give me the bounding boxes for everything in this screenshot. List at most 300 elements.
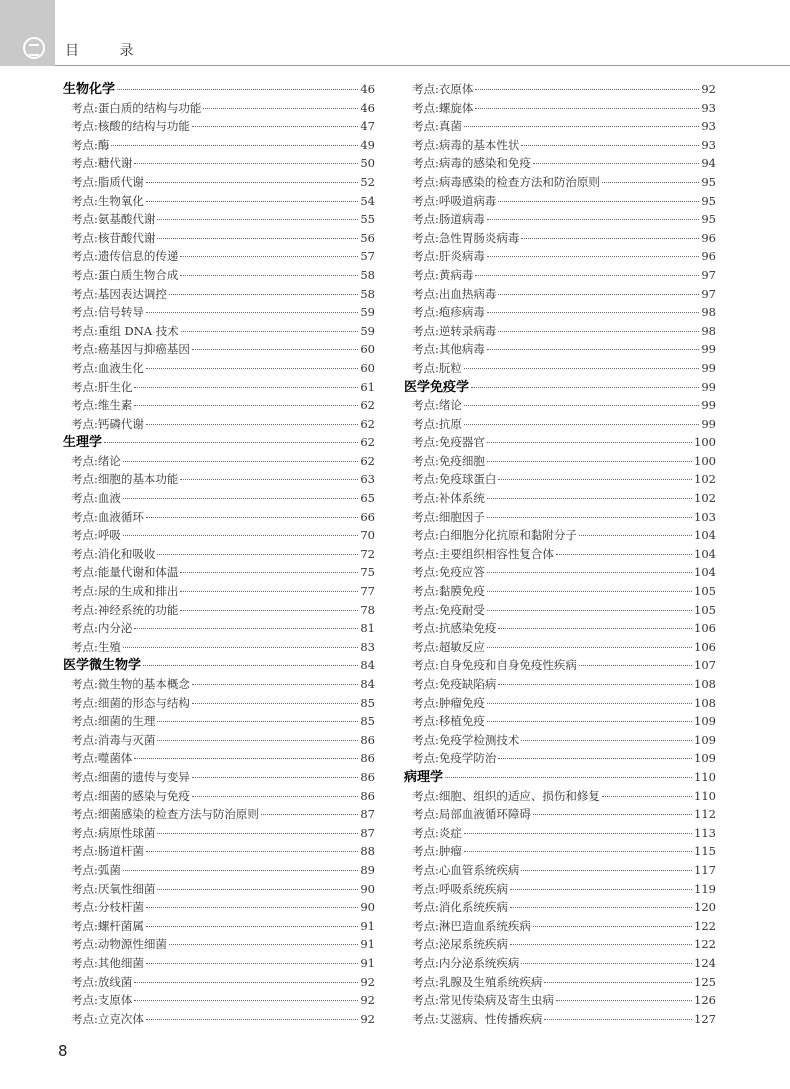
entry-title: 考点:厌氧性细菌 bbox=[71, 881, 156, 896]
entry-title: 考点:内分泌系统疾病 bbox=[412, 955, 520, 970]
page-ref: 83 bbox=[360, 639, 375, 654]
page-ref: 61 bbox=[360, 379, 375, 394]
section-title: 医学微生物学 bbox=[63, 658, 142, 674]
page-ref: 47 bbox=[360, 119, 375, 134]
page-ref: 108 bbox=[694, 677, 716, 691]
page-ref: 117 bbox=[694, 862, 716, 877]
dot-leader bbox=[521, 860, 692, 871]
entry-title: 考点:核苷酸代谢 bbox=[71, 230, 156, 245]
dot-leader bbox=[157, 879, 358, 890]
toc-entry[interactable] bbox=[404, 582, 716, 601]
dot-leader bbox=[602, 172, 699, 183]
entry-title: 考点:氨基酸代谢 bbox=[71, 212, 156, 227]
toc-entry[interactable] bbox=[63, 136, 375, 155]
page-ref: 98 bbox=[701, 323, 716, 338]
entry-title: 考点:免疫器官 bbox=[412, 435, 485, 450]
toc-entry[interactable] bbox=[404, 508, 716, 527]
page-ref: 115 bbox=[694, 844, 716, 859]
entry-title: 考点:维生素 bbox=[71, 398, 133, 413]
entry-title: 考点:呼吸系统疾病 bbox=[412, 881, 508, 896]
toc-right-column bbox=[404, 80, 716, 1028]
dot-leader bbox=[146, 191, 358, 202]
dot-leader bbox=[521, 228, 699, 239]
dot-leader bbox=[498, 321, 699, 332]
entry-title: 考点:逆转录病毒 bbox=[412, 323, 497, 338]
entry-title: 考点:病毒的感染和免疫 bbox=[412, 156, 531, 171]
entry-title: 考点:肠道病毒 bbox=[412, 212, 485, 227]
section-title: 病理学 bbox=[404, 769, 444, 785]
entry-title: 考点:朊粒 bbox=[412, 360, 462, 375]
entry-title: 考点:细菌的形态与结构 bbox=[71, 695, 190, 710]
page-ref: 86 bbox=[360, 769, 375, 784]
dot-leader bbox=[157, 228, 358, 239]
dot-leader bbox=[146, 414, 358, 425]
toc-entry[interactable] bbox=[63, 322, 375, 341]
dot-leader bbox=[134, 377, 358, 388]
toc-entry[interactable] bbox=[63, 210, 375, 229]
toc-entry[interactable] bbox=[404, 415, 716, 434]
entry-title: 考点:衣原体 bbox=[412, 82, 474, 96]
toc-entry[interactable] bbox=[404, 154, 716, 173]
dot-leader bbox=[192, 116, 358, 127]
toc-entry[interactable] bbox=[404, 805, 716, 824]
dot-leader bbox=[498, 674, 692, 685]
dot-leader bbox=[180, 562, 358, 573]
page-ref: 125 bbox=[694, 974, 716, 989]
toc-entry[interactable] bbox=[63, 396, 375, 415]
dot-leader bbox=[556, 990, 692, 1001]
toc-entry[interactable] bbox=[404, 285, 716, 304]
entry-title: 考点:立克次体 bbox=[71, 1011, 144, 1026]
page-ref: 55 bbox=[360, 212, 375, 227]
dot-leader bbox=[475, 79, 699, 90]
toc-entry[interactable] bbox=[404, 173, 716, 192]
page-ref: 86 bbox=[360, 788, 375, 803]
entry-title: 考点:抗感染免疫 bbox=[412, 621, 497, 636]
toc-entry[interactable] bbox=[404, 898, 716, 917]
entry-title: 考点:免疫学检测技术 bbox=[412, 732, 520, 747]
page-ref: 95 bbox=[701, 212, 716, 227]
page-ref: 112 bbox=[694, 807, 716, 822]
dot-leader bbox=[146, 841, 358, 852]
toc-entry[interactable] bbox=[404, 656, 716, 675]
toc-entry[interactable] bbox=[63, 991, 375, 1010]
entry-title: 考点:微生物的基本概念 bbox=[71, 677, 190, 691]
entry-title: 考点:呼吸 bbox=[71, 528, 121, 543]
toc-entry[interactable] bbox=[63, 842, 375, 861]
dot-leader bbox=[487, 693, 692, 704]
page-ref: 58 bbox=[360, 286, 375, 301]
entry-title: 考点:心血管系统疾病 bbox=[412, 862, 520, 877]
page-ref: 85 bbox=[360, 695, 375, 710]
dot-leader bbox=[134, 748, 358, 759]
entry-title: 考点:免疫细胞 bbox=[412, 453, 485, 468]
entry-title: 考点:动物源性细菌 bbox=[71, 937, 167, 952]
toc-entry[interactable] bbox=[63, 601, 375, 620]
entry-title: 考点:出血热病毒 bbox=[412, 286, 497, 301]
dot-leader bbox=[146, 916, 358, 927]
toc-entry[interactable] bbox=[404, 545, 716, 564]
dot-leader bbox=[169, 284, 358, 295]
toc-entry[interactable] bbox=[63, 154, 375, 173]
dot-leader bbox=[181, 321, 359, 332]
toc-section-heading[interactable] bbox=[63, 80, 375, 99]
dot-leader bbox=[123, 525, 358, 536]
entry-title: 考点:疱疹病毒 bbox=[412, 305, 485, 320]
dot-leader bbox=[261, 804, 358, 815]
page-ref: 91 bbox=[360, 937, 375, 952]
toc-entry[interactable] bbox=[404, 192, 716, 211]
page-ref: 46 bbox=[360, 82, 375, 96]
page-ref: 95 bbox=[701, 193, 716, 208]
entry-title: 考点:肿瘤免疫 bbox=[412, 695, 485, 710]
entry-title: 考点:钙磷代谢 bbox=[71, 416, 144, 431]
toc-section-heading[interactable] bbox=[63, 656, 375, 675]
entry-title: 考点:肝生化 bbox=[71, 379, 133, 394]
page-ref: 59 bbox=[360, 323, 375, 338]
dot-leader bbox=[487, 302, 699, 313]
dot-leader bbox=[487, 339, 699, 350]
toc-entry[interactable] bbox=[404, 303, 716, 322]
page-ref: 108 bbox=[694, 695, 716, 710]
toc-entry[interactable] bbox=[404, 712, 716, 731]
header-tab bbox=[0, 0, 55, 66]
toc-entry[interactable] bbox=[63, 508, 375, 527]
entry-title: 考点:放线菌 bbox=[71, 974, 133, 989]
dot-leader bbox=[157, 544, 358, 555]
dot-leader bbox=[117, 79, 358, 90]
page-ref: 60 bbox=[360, 360, 375, 375]
toc-entry[interactable] bbox=[404, 880, 716, 899]
page-ref: 85 bbox=[360, 714, 375, 729]
toc-entry[interactable] bbox=[404, 991, 716, 1010]
toc-entry[interactable] bbox=[404, 229, 716, 248]
entry-title: 考点:绪论 bbox=[71, 453, 121, 468]
toc-entry[interactable] bbox=[63, 117, 375, 136]
page-ref: 105 bbox=[694, 602, 716, 617]
page-ref: 105 bbox=[694, 584, 716, 599]
page-ref: 63 bbox=[360, 472, 375, 487]
entry-title: 考点:消化系统疾病 bbox=[412, 900, 508, 915]
toc-entry[interactable] bbox=[63, 229, 375, 248]
toc-entry[interactable] bbox=[63, 917, 375, 936]
dot-leader bbox=[445, 767, 692, 778]
page-ref: 109 bbox=[694, 732, 716, 747]
dot-leader bbox=[487, 432, 692, 443]
toc-entry[interactable] bbox=[404, 842, 716, 861]
toc-entry[interactable] bbox=[404, 787, 716, 806]
toc-entry[interactable] bbox=[404, 247, 716, 266]
dot-leader bbox=[498, 191, 699, 202]
dot-leader bbox=[544, 1009, 692, 1020]
entry-title: 考点:细胞的基本功能 bbox=[71, 472, 179, 487]
toc-entry[interactable] bbox=[404, 117, 716, 136]
dot-leader bbox=[123, 860, 358, 871]
page-ref: 100 bbox=[694, 453, 716, 468]
page-ref: 87 bbox=[360, 807, 375, 822]
header-rule bbox=[55, 65, 790, 66]
entry-title: 考点:常见传染病及寄生虫病 bbox=[412, 993, 554, 1008]
page-ref: 96 bbox=[701, 249, 716, 264]
dot-leader bbox=[104, 432, 358, 443]
toc-entry[interactable] bbox=[63, 173, 375, 192]
toc-entry[interactable] bbox=[63, 303, 375, 322]
dot-leader bbox=[157, 711, 358, 722]
toc-entry[interactable] bbox=[63, 99, 375, 118]
toc-entry[interactable] bbox=[63, 935, 375, 954]
dot-leader bbox=[143, 655, 358, 666]
toc-section-heading[interactable] bbox=[404, 378, 716, 397]
page-ref: 84 bbox=[360, 677, 375, 691]
toc-entry[interactable] bbox=[63, 247, 375, 266]
toc-entry[interactable] bbox=[404, 861, 716, 880]
entry-title: 考点:消化和吸收 bbox=[71, 546, 156, 561]
toc-entry[interactable] bbox=[404, 340, 716, 359]
toc-entry[interactable] bbox=[404, 80, 716, 99]
dot-leader bbox=[521, 730, 692, 741]
toc-section-heading[interactable] bbox=[63, 433, 375, 452]
entry-title: 考点:神经系统的功能 bbox=[71, 602, 179, 617]
page-ref: 106 bbox=[694, 639, 716, 654]
entry-title: 考点:能量代谢和体温 bbox=[71, 565, 179, 580]
page-ref: 109 bbox=[694, 714, 716, 729]
dot-leader bbox=[471, 377, 699, 388]
toc-entry[interactable] bbox=[404, 917, 716, 936]
dot-leader bbox=[123, 488, 358, 499]
dot-leader bbox=[544, 972, 692, 983]
entry-title: 考点:细胞因子 bbox=[412, 509, 485, 524]
toc-entry[interactable] bbox=[63, 898, 375, 917]
toc-entry[interactable] bbox=[404, 731, 716, 750]
dot-leader bbox=[487, 246, 699, 257]
entry-title: 考点:绪论 bbox=[412, 398, 462, 413]
dot-leader bbox=[203, 98, 358, 109]
toc-entry[interactable] bbox=[63, 731, 375, 750]
section-title: 生物化学 bbox=[63, 82, 116, 97]
dot-leader bbox=[464, 358, 699, 369]
entry-title: 考点:蛋白质的结构与功能 bbox=[71, 100, 202, 115]
entry-title: 考点:血液循环 bbox=[71, 509, 144, 524]
toc-entry[interactable] bbox=[63, 861, 375, 880]
toc-entry[interactable] bbox=[404, 322, 716, 341]
toc-entry[interactable] bbox=[404, 973, 716, 992]
toc-entry[interactable] bbox=[404, 99, 716, 118]
publisher-logo-icon bbox=[23, 37, 45, 59]
entry-title: 考点:螺杆菌属 bbox=[71, 918, 144, 933]
toc-entry[interactable] bbox=[63, 415, 375, 434]
page-ref: 126 bbox=[694, 993, 716, 1008]
dot-leader bbox=[487, 600, 692, 611]
page-ref: 104 bbox=[694, 546, 716, 561]
dot-leader bbox=[556, 544, 692, 555]
toc-entry[interactable] bbox=[63, 638, 375, 657]
page-ref: 66 bbox=[360, 509, 375, 524]
dot-leader bbox=[134, 618, 358, 629]
entry-title: 考点:局部血液循环障碍 bbox=[412, 807, 531, 822]
toc-entry[interactable] bbox=[63, 452, 375, 471]
dot-leader bbox=[487, 507, 692, 518]
page-ref: 95 bbox=[701, 174, 716, 189]
toc-entry[interactable] bbox=[404, 470, 716, 489]
page-ref: 92 bbox=[360, 974, 375, 989]
toc-entry[interactable] bbox=[63, 619, 375, 638]
dot-leader bbox=[521, 953, 692, 964]
dot-leader bbox=[498, 748, 692, 759]
page-ref: 88 bbox=[360, 844, 375, 859]
dot-leader bbox=[510, 879, 692, 890]
entry-title: 考点:真菌 bbox=[412, 119, 462, 134]
toc-entry[interactable] bbox=[404, 935, 716, 954]
page-ref: 104 bbox=[694, 565, 716, 580]
toc-entry[interactable] bbox=[404, 489, 716, 508]
dot-leader bbox=[498, 618, 692, 629]
toc-entry[interactable] bbox=[404, 619, 716, 638]
toc-entry[interactable] bbox=[63, 675, 375, 694]
toc-entry[interactable] bbox=[63, 805, 375, 824]
entry-title: 考点:免疫应答 bbox=[412, 565, 485, 580]
toc-entry[interactable] bbox=[63, 378, 375, 397]
page-ref: 77 bbox=[360, 584, 375, 599]
page-ref: 90 bbox=[360, 881, 375, 896]
dot-leader bbox=[475, 265, 699, 276]
dot-leader bbox=[123, 451, 358, 462]
toc-entry[interactable] bbox=[63, 954, 375, 973]
toc-entry[interactable] bbox=[63, 526, 375, 545]
entry-title: 考点:核酸的结构与功能 bbox=[71, 119, 190, 134]
page-ref: 46 bbox=[360, 100, 375, 115]
dot-leader bbox=[134, 972, 358, 983]
page-ref: 102 bbox=[694, 472, 716, 487]
entry-title: 考点:血液 bbox=[71, 491, 121, 506]
page-ref: 99 bbox=[701, 398, 716, 413]
entry-title: 考点:弧菌 bbox=[71, 862, 121, 877]
entry-title: 考点:尿的生成和排出 bbox=[71, 584, 179, 599]
page-ref: 86 bbox=[360, 732, 375, 747]
dot-leader bbox=[180, 469, 358, 480]
page-ref: 109 bbox=[694, 751, 716, 766]
entry-title: 考点:其他病毒 bbox=[412, 342, 485, 357]
page-ref: 99 bbox=[701, 379, 716, 394]
entry-title: 考点:黏膜免疫 bbox=[412, 584, 485, 599]
toc-entry[interactable] bbox=[404, 433, 716, 452]
toc-entry[interactable] bbox=[63, 749, 375, 768]
toc-entry[interactable] bbox=[63, 563, 375, 582]
toc-entry[interactable] bbox=[63, 973, 375, 992]
dot-leader bbox=[192, 693, 358, 704]
toc-entry[interactable] bbox=[63, 192, 375, 211]
toc-section-heading[interactable] bbox=[404, 768, 716, 787]
toc-entry[interactable] bbox=[63, 712, 375, 731]
toc-entry[interactable] bbox=[404, 266, 716, 285]
dot-leader bbox=[510, 897, 692, 908]
section-title: 生理学 bbox=[63, 435, 103, 451]
dot-leader bbox=[180, 600, 358, 611]
dot-leader bbox=[134, 990, 358, 1001]
toc-entry[interactable] bbox=[404, 954, 716, 973]
toc-entry[interactable] bbox=[404, 1010, 716, 1029]
toc-entry[interactable] bbox=[404, 601, 716, 620]
dot-leader bbox=[579, 655, 692, 666]
toc-entry[interactable] bbox=[404, 136, 716, 155]
page-ref: 96 bbox=[701, 230, 716, 245]
page-ref: 78 bbox=[360, 602, 375, 617]
toc-entry[interactable] bbox=[63, 582, 375, 601]
entry-title: 考点:噬菌体 bbox=[71, 751, 133, 766]
page-ref: 97 bbox=[701, 286, 716, 301]
toc-entry[interactable] bbox=[404, 694, 716, 713]
dot-leader bbox=[192, 674, 358, 685]
dot-leader bbox=[498, 284, 699, 295]
toc-entry[interactable] bbox=[404, 396, 716, 415]
entry-title: 考点:主要组织相容性复合体 bbox=[412, 546, 554, 561]
page-ref: 94 bbox=[701, 156, 716, 171]
entry-title: 考点:艾滋病、性传播疾病 bbox=[412, 1011, 543, 1026]
toc-entry[interactable] bbox=[63, 266, 375, 285]
toc-entry[interactable] bbox=[63, 489, 375, 508]
toc-entry[interactable] bbox=[63, 285, 375, 304]
page-ref: 122 bbox=[694, 937, 716, 952]
toc-entry[interactable] bbox=[63, 359, 375, 378]
toc-entry[interactable] bbox=[63, 787, 375, 806]
toc-entry[interactable] bbox=[404, 563, 716, 582]
page-ref: 100 bbox=[694, 435, 716, 450]
dot-leader bbox=[475, 98, 699, 109]
page-ref: 120 bbox=[694, 900, 716, 915]
entry-title: 考点:免疫缺陷病 bbox=[412, 677, 497, 691]
page-ref: 107 bbox=[694, 658, 716, 673]
toc-entry[interactable] bbox=[404, 638, 716, 657]
page-ref: 89 bbox=[360, 862, 375, 877]
dot-leader bbox=[533, 153, 699, 164]
toc-entry[interactable] bbox=[63, 824, 375, 843]
page-ref: 92 bbox=[360, 1011, 375, 1026]
toc-entry[interactable] bbox=[404, 359, 716, 378]
entry-title: 考点:基因表达调控 bbox=[71, 286, 167, 301]
entry-title: 考点:免疫学防治 bbox=[412, 751, 497, 766]
page-ref: 56 bbox=[360, 230, 375, 245]
page-ref: 90 bbox=[360, 900, 375, 915]
toc-entry[interactable] bbox=[404, 526, 716, 545]
dot-leader bbox=[533, 804, 692, 815]
toc-entry[interactable] bbox=[404, 824, 716, 843]
entry-title: 考点:生物氧化 bbox=[71, 193, 144, 208]
entry-title: 考点:免疫球蛋白 bbox=[412, 472, 497, 487]
toc-entry[interactable] bbox=[404, 452, 716, 471]
toc-entry[interactable] bbox=[404, 210, 716, 229]
toc-entry[interactable] bbox=[63, 694, 375, 713]
entry-title: 考点:白细胞分化抗原和黏附分子 bbox=[412, 528, 577, 543]
toc-entry[interactable] bbox=[63, 340, 375, 359]
toc-entry[interactable] bbox=[63, 470, 375, 489]
entry-title: 考点:移植免疫 bbox=[412, 714, 485, 729]
toc-entry[interactable] bbox=[63, 545, 375, 564]
toc-entry[interactable] bbox=[404, 675, 716, 694]
page-ref: 98 bbox=[701, 305, 716, 320]
toc-entry[interactable] bbox=[404, 749, 716, 768]
toc-entry[interactable] bbox=[63, 768, 375, 787]
dot-leader bbox=[521, 135, 699, 146]
entry-title: 考点:脂质代谢 bbox=[71, 174, 144, 189]
dot-leader bbox=[498, 469, 692, 480]
toc-entry[interactable] bbox=[63, 1010, 375, 1029]
dot-leader bbox=[192, 339, 358, 350]
entry-title: 考点:免疫耐受 bbox=[412, 602, 485, 617]
dot-leader bbox=[146, 897, 358, 908]
entry-title: 考点:急性胃肠炎病毒 bbox=[412, 230, 520, 245]
entry-title: 考点:黄病毒 bbox=[412, 267, 474, 282]
page-ref: 113 bbox=[694, 825, 716, 840]
toc-entry[interactable] bbox=[63, 880, 375, 899]
